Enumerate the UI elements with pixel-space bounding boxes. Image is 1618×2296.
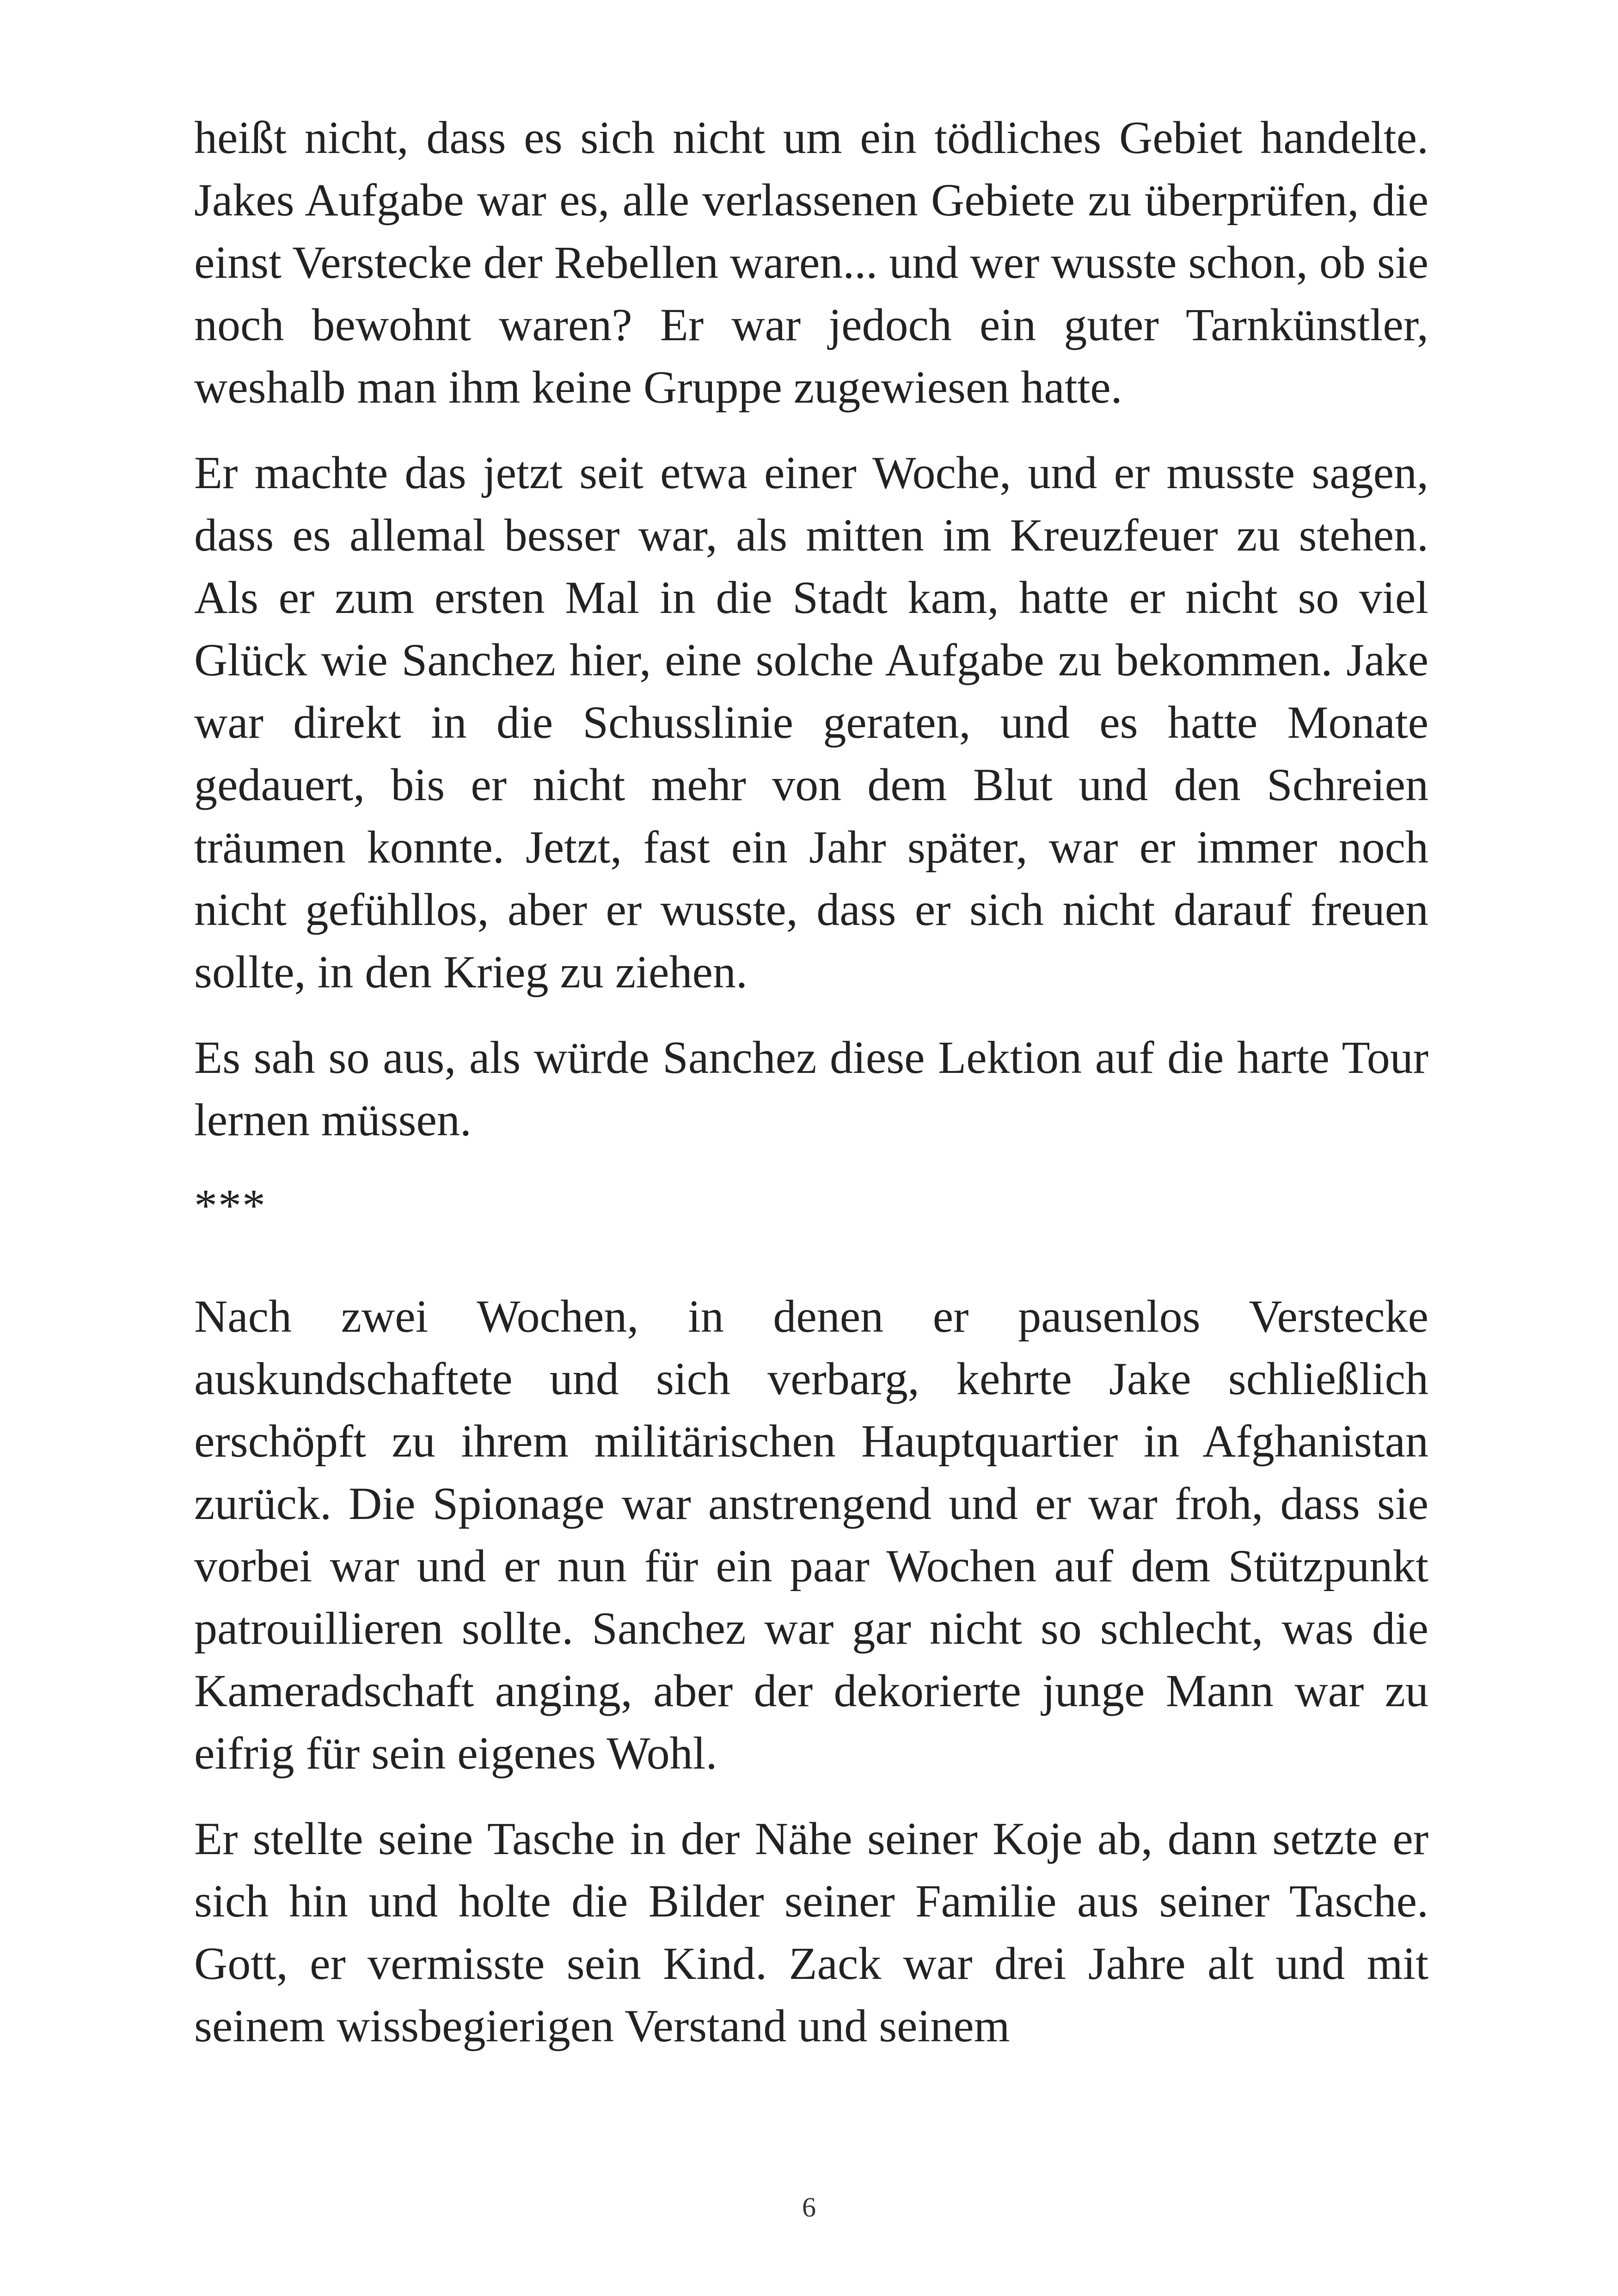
paragraph-1: heißt nicht, dass es sich nicht um ein tödliches Gebiet handelte. Jakes Aufgabe war es, alle verlassenen Gebiete zu überprüfen, die einst Verstecke der Rebellen waren... und wer wusste schon, ob sie noch bewohnt waren? Er war jedoch ein guter Tarnkünstler, weshalb man ihm keine Gruppe zugewiesen hatte.: [194, 112, 1428, 413]
section-separator: ***: [194, 1180, 266, 1231]
paragraph-5: Er stellte seine Tasche in der Nähe seiner Koje ab, dann setzte er sich hin und holte die Bilder seiner Familie aus seiner Tasche. Gott, er vermisste sein Kind. Zack war drei Jahre alt und mit seinem wissbegierigen Verstand und seinem: [194, 1813, 1428, 2051]
page-number: 6: [802, 2192, 816, 2223]
paragraph-3: Es sah so aus, als würde Sanchez diese Lektion auf die harte Tour lernen müssen.: [194, 1032, 1428, 1145]
paragraph-2: Er machte das jetzt seit etwa einer Woche, und er musste sagen, dass es allemal besser war, als mitten im Kreuzfeuer zu stehen. Als er zum ersten Mal in die Stadt kam, hatte er nicht so viel Glück wie Sanchez hier, eine solche Aufgabe zu bekommen. Jake war direkt in die Schusslinie geraten, und es hatte Monate gedauert, bis er nicht mehr von dem Blut und den Schreien träumen konnte. Jetzt, fast ein Jahr später, war er immer noch nicht gefühllos, aber er wusste, dass er sich nicht darauf freuen sollte, in den Krieg zu ziehen.: [194, 447, 1428, 998]
page-body: [194, 106, 1428, 2057]
paragraph-4: Nach zwei Wochen, in denen er pausenlos Verstecke auskundschaftete und sich verbarg, kehrte Jake schließlich erschöpft zu ihrem militärischen Hauptquartier in Afghanistan zurück. Die Spionage war anstrengend und er war froh, dass sie vorbei war und er nun für ein paar Wochen auf dem Stützpunkt patrouillieren sollte. Sanchez war gar nicht so schlecht, was die Kameradschaft anging, aber der dekorierte junge Mann war zu eifrig für sein eigenes Wohl.: [194, 1291, 1428, 1779]
